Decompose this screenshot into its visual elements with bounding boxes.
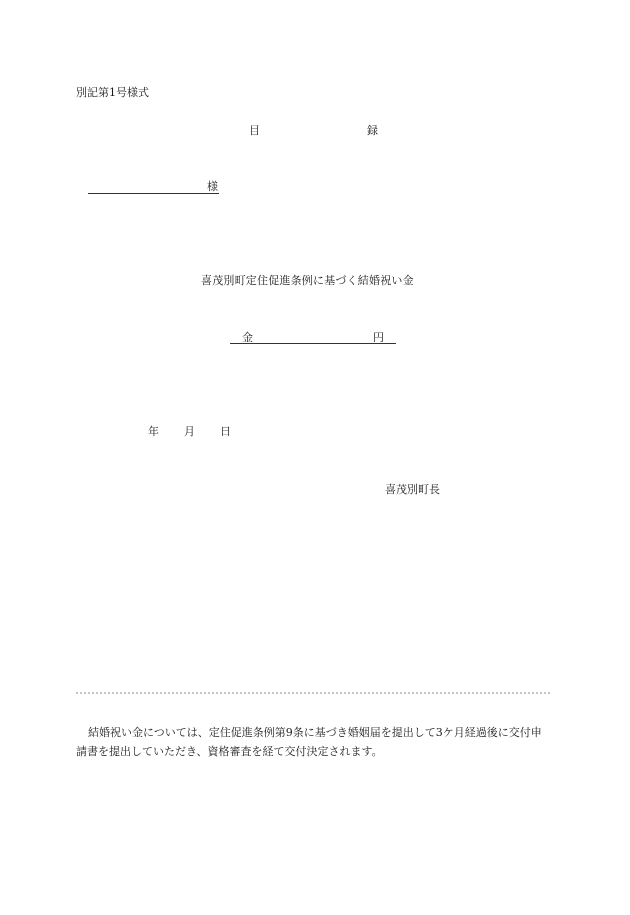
recipient-name-underline (88, 193, 219, 194)
amount-underline (230, 343, 396, 344)
document-title-first-char: 目 (249, 124, 260, 137)
amount-unit: 円 (373, 331, 384, 344)
date-day-label: 日 (220, 425, 231, 438)
recipient-honorific: 様 (207, 180, 218, 193)
cut-line-divider (76, 692, 550, 694)
form-number: 別記第1号様式 (76, 86, 149, 99)
date-month-label: 月 (184, 425, 195, 438)
amount-prefix: 金 (242, 331, 253, 344)
gift-purpose: 喜茂別町定住促進条例に基づく結婚祝い金 (201, 274, 414, 287)
explanatory-note: 結婚祝い金については、定住促進条例第9条に基づき婚姻届を提出して3ケ月経過後に交付申請書を提出していただき、資格審査を経て交付決定されます。 (76, 726, 542, 758)
document-title-second-char: 録 (367, 124, 378, 137)
date-year-label: 年 (148, 425, 159, 438)
issuer-title: 喜茂別町長 (385, 483, 440, 496)
